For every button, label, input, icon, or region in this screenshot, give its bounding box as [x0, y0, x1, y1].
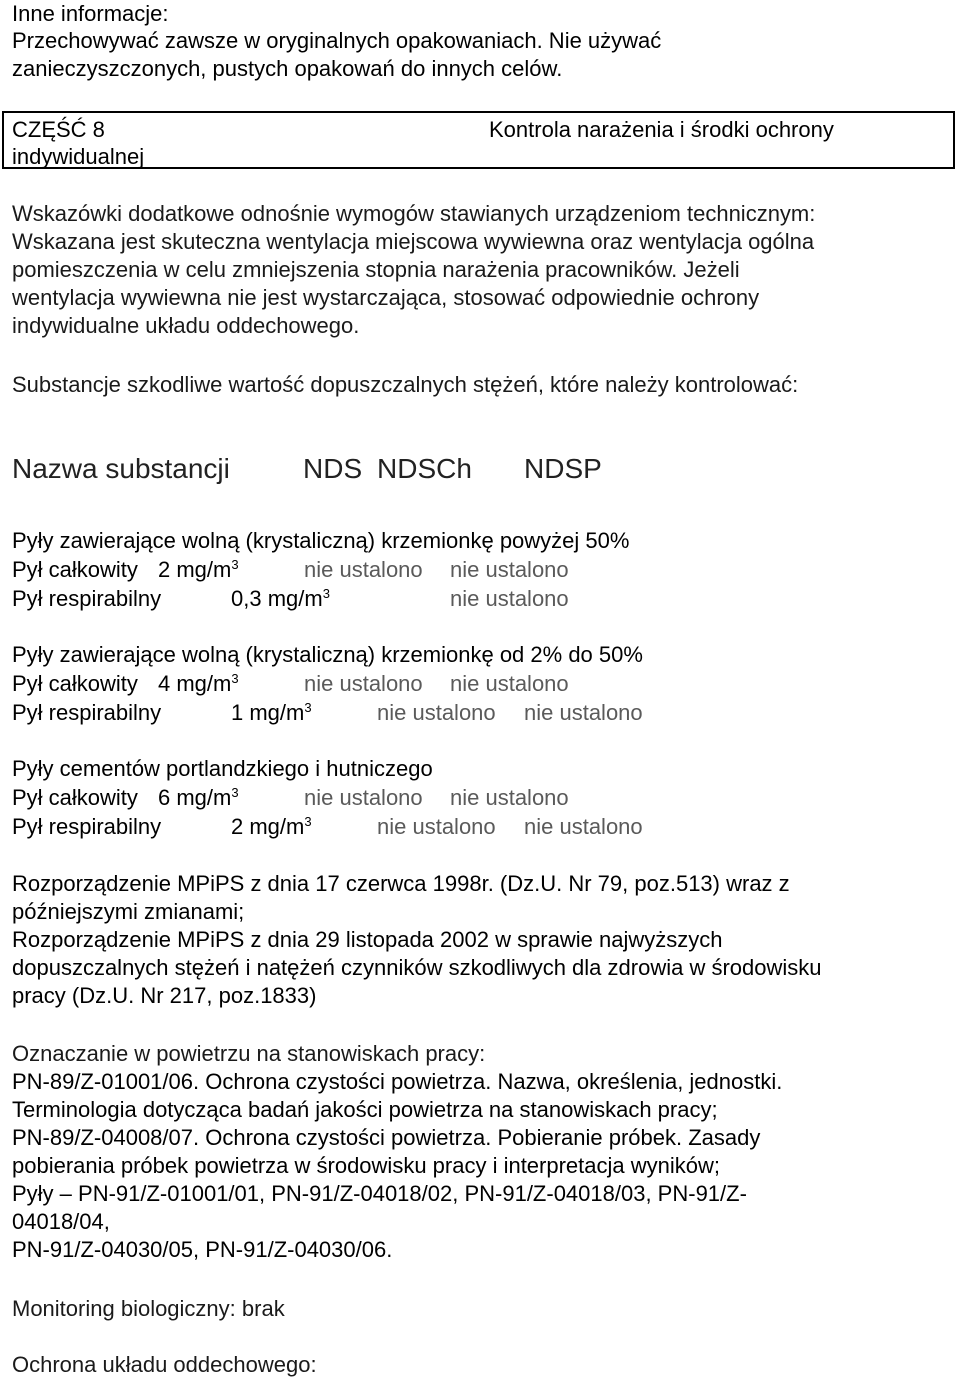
guidance-line: Wskazówki dodatkowe odnośnie wymogów stawianych urządzeniom technicznym:: [12, 201, 816, 226]
nds-value: 1 $mg/m^3$: [231, 700, 312, 725]
ndsp-value: nie ustalono: [524, 814, 643, 839]
air-marking-line: Pyły – PN-91/Z-01001/01, PN-91/Z-04018/02, PN-91/Z-04018/03, PN-91/Z-: [12, 1181, 747, 1206]
section-subtitle: indywidualnej: [12, 144, 145, 169]
nds-value: 2 $mg/m^3$: [158, 557, 239, 582]
air-marking-line: pobierania próbek powietrza w środowisku pracy i interpretacja wyników;: [12, 1153, 720, 1178]
ndsch-value: nie ustalono: [377, 814, 496, 839]
air-marking-line: PN-89/Z-01001/06. Ochrona czystości powietrza. Nazwa, określenia, jednostki.: [12, 1069, 783, 1094]
unit-exponent: 3: [304, 814, 312, 829]
substance-name: Pył całkowity: [12, 785, 138, 810]
column-header-ndsch: NDSCh: [377, 453, 472, 484]
ndsch-value: nie ustalono: [304, 785, 423, 810]
unit-exponent: 3: [322, 586, 330, 601]
air-marking-title: Oznaczanie w powietrzu na stanowiskach pracy:: [12, 1041, 486, 1066]
other-info-title: Inne informacje:: [12, 1, 169, 26]
air-marking-line: PN-91/Z-04030/05, PN-91/Z-04030/06.: [12, 1237, 393, 1262]
substance-name: Pył respirabilny: [12, 586, 162, 611]
regulation-line: Rozporządzenie MPiPS z dnia 17 czerwca 1998r. (Dz.U. Nr 79, poz.513) wraz z: [12, 871, 790, 896]
regulation-line: Rozporządzenie MPiPS z dnia 29 listopada 2002 w sprawie najwyższych: [12, 927, 723, 952]
other-info-line: zanieczyszczonych, pustych opakowań do innych celów.: [12, 56, 563, 81]
substance-name: Pył respirabilny: [12, 700, 162, 725]
section-title: Kontrola narażenia i środki ochrony: [489, 117, 834, 142]
air-marking-line: PN-89/Z-04008/07. Ochrona czystości powietrza. Pobieranie próbek. Zasady: [12, 1125, 761, 1150]
biomonitoring: Monitoring biologiczny: brak: [12, 1296, 285, 1321]
other-info-line: Przechowywać zawsze w oryginalnych opakowaniach. Nie używać: [12, 28, 662, 53]
substance-group-title: Pyły zawierające wolną (krystaliczną) krzemionkę powyżej 50%: [12, 528, 630, 553]
nds-value: 4 $mg/m^3$: [158, 671, 239, 696]
ndsp-value: nie ustalono: [450, 557, 569, 582]
air-marking-line: Terminologia dotycząca badań jakości powietrza na stanowiskach pracy;: [12, 1097, 718, 1122]
guidance-line: Wskazana jest skuteczna wentylacja miejscowa wywiewna oraz wentylacja ogólna: [12, 229, 815, 254]
air-marking-line: 04018/04,: [12, 1209, 110, 1234]
column-header-name: Nazwa substancji: [12, 453, 230, 484]
regulation-line: pracy (Dz.U. Nr 217, poz.1833): [12, 983, 317, 1008]
substance-group-title: Pyły zawierające wolną (krystaliczną) krzemionkę od 2% do 50%: [12, 642, 643, 667]
regulation-line: dopuszczalnych stężeń i natężeń czynników szkodliwych dla zdrowia w środowisku: [12, 955, 822, 980]
respiratory-protection-title: Ochrona układu oddechowego:: [12, 1352, 317, 1377]
ndsch-value: nie ustalono: [304, 557, 423, 582]
guidance-line: wentylacja wywiewna nie jest wystarczająca, stosować odpowiednie ochrony: [12, 285, 760, 310]
column-header-ndsp: NDSP: [524, 453, 602, 484]
column-header-nds: NDS: [303, 453, 363, 484]
nds-value: 0,3 $mg/m^3$: [231, 586, 330, 611]
unit-exponent: 3: [231, 785, 239, 800]
ndsp-value: nie ustalono: [450, 586, 569, 611]
guidance-line: pomieszczenia w celu zmniejszenia stopnia narażenia pracowników. Jeżeli: [12, 257, 740, 282]
substances-intro: Substancje szkodliwe wartość dopuszczalnych stężeń, które należy kontrolować:: [12, 372, 799, 397]
section-label: CZĘŚĆ 8: [12, 117, 105, 142]
unit-exponent: 3: [231, 557, 239, 572]
ndsch-value: nie ustalono: [377, 700, 496, 725]
section-8-header: [2, 111, 955, 169]
guidance-line: indywidualne układu oddechowego.: [12, 313, 360, 338]
ndsp-value: nie ustalono: [450, 785, 569, 810]
substance-group-title: Pyły cementów portlandzkiego i hutniczego: [12, 756, 433, 781]
ndsch-value: nie ustalono: [304, 671, 423, 696]
substance-name: Pył całkowity: [12, 671, 138, 696]
substance-name: Pył respirabilny: [12, 814, 162, 839]
nds-value: 2 $mg/m^3$: [231, 814, 312, 839]
ndsp-value: nie ustalono: [450, 671, 569, 696]
ndsp-value: nie ustalono: [524, 700, 643, 725]
regulation-line: późniejszymi zmianami;: [12, 899, 245, 924]
substance-name: Pył całkowity: [12, 557, 138, 582]
nds-value: 6 $mg/m^3$: [158, 785, 239, 810]
unit-exponent: 3: [231, 671, 239, 686]
unit-exponent: 3: [304, 700, 312, 715]
